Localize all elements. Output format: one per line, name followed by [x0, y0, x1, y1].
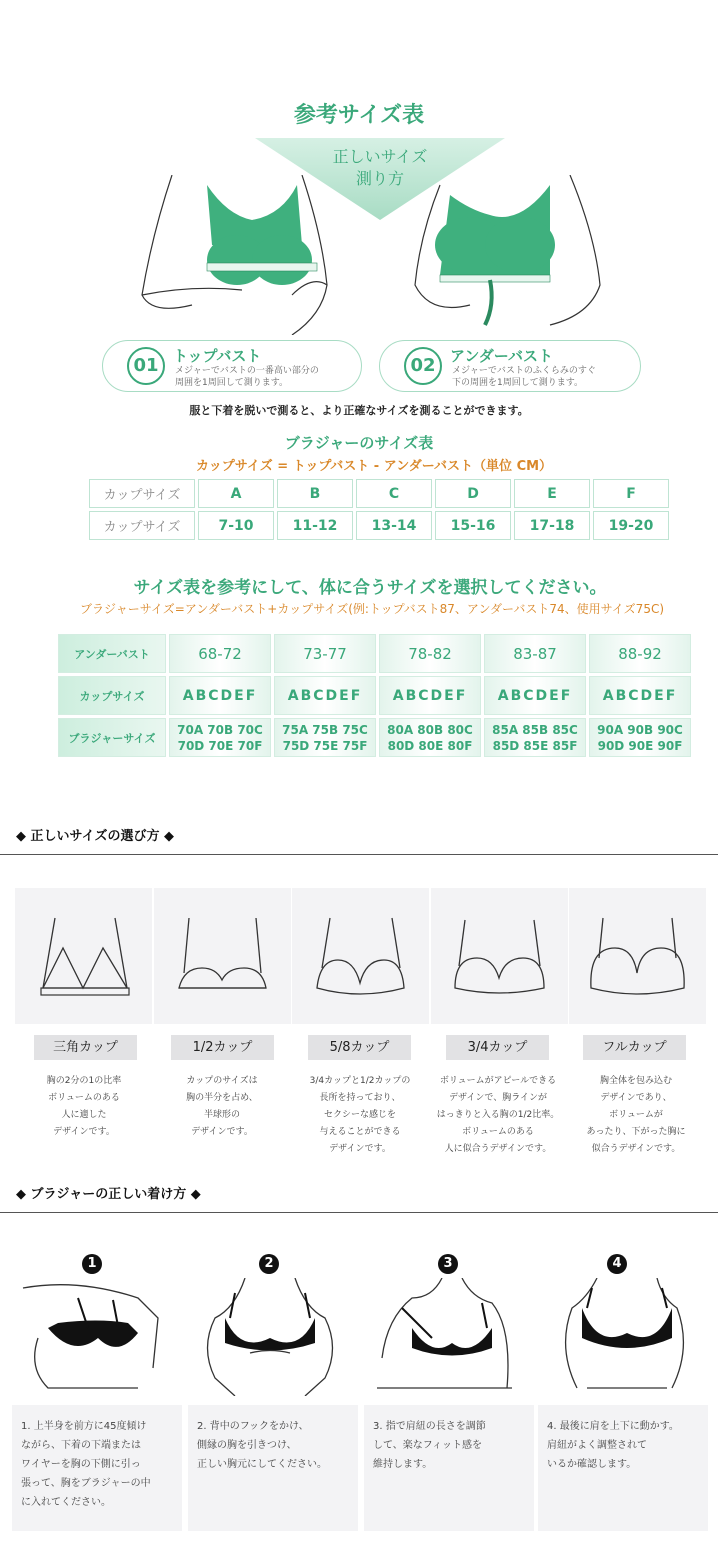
cups-cell: ABCDEF [169, 676, 271, 715]
step1-illustration [18, 1278, 168, 1396]
five-eighths-bra-icon [292, 888, 429, 1024]
triangle-cup-image [15, 888, 152, 1024]
desc-line: 人に似合うデザインです。 [444, 1144, 552, 1154]
cup-row [89, 479, 669, 508]
under-cell: 83-87 [484, 634, 586, 673]
step-line: 側縁の胸を引きつけ、 [197, 1440, 297, 1451]
under-bust-card [379, 340, 641, 392]
range-row-label: カップサイズ [89, 511, 195, 540]
full-cup-bra-icon [569, 888, 706, 1024]
step4-text [538, 1405, 708, 1531]
desc-line: デザインであり、 [600, 1093, 672, 1103]
step3-illustration [372, 1278, 522, 1396]
measure-note: 服と下着を脱いで測ると、より正確なサイズを測ることができます。 [189, 404, 529, 417]
size-table-title: サイズ表を参考にして、体に合うサイズを選択してください。 [133, 578, 607, 598]
step-line: 張って、胸をブラジャーの中 [21, 1478, 151, 1489]
step-line: いるか確認します。 [547, 1459, 637, 1470]
desc-line: デザインです。 [191, 1127, 253, 1137]
bra-line2: 80D 80E 80F [387, 738, 473, 753]
desc-line: あったり、下がった胸に [586, 1127, 686, 1137]
step4-illustration [547, 1278, 697, 1396]
top-bust-desc-line1: メジャーでバストの一番高い部分の [175, 366, 319, 376]
bra-size-table [55, 631, 694, 760]
half-cup-bra-icon [154, 888, 291, 1024]
bra-line2: 75D 75E 75F [282, 738, 368, 753]
section-divider [0, 1212, 718, 1213]
cup-cell: C [356, 479, 432, 508]
step-number-4: 4 [607, 1254, 627, 1274]
bra-line1: 80A 80B 80C [387, 722, 473, 737]
range-cell: 19-20 [593, 511, 669, 540]
desc-line: 半球形の [203, 1110, 240, 1120]
bra-cell [484, 718, 586, 757]
desc-line: セクシーな感じを [323, 1110, 396, 1120]
five-eighths-cup-image [292, 888, 429, 1024]
step-line: して、楽なフィット感を [373, 1440, 482, 1451]
desc-line: 長所を持っており、 [319, 1093, 401, 1103]
step-number-01: 01 [127, 347, 165, 385]
step-number-02: 02 [404, 347, 442, 385]
cup-type-label: 3/4カップ [446, 1035, 549, 1060]
step-line: 正しい胸元にしてください。 [197, 1459, 327, 1470]
cup-cell: D [435, 479, 511, 508]
step-line: 4. 最後に肩を上下に動かす。 [547, 1421, 679, 1432]
range-cell: 17-18 [514, 511, 590, 540]
desc-line: ボリュームのある [462, 1127, 534, 1137]
under-bust-figure [410, 175, 610, 335]
bra-cell [274, 718, 376, 757]
bra-line2: 90D 90E 90F [597, 738, 683, 753]
step-line: に入れてください。 [21, 1497, 111, 1508]
desc-line: 似合うデザインです。 [591, 1144, 681, 1154]
cup-cell: B [277, 479, 353, 508]
step-number-3: 3 [438, 1254, 458, 1274]
bra-line1: 90A 90B 90C [597, 722, 683, 737]
top-bust-card [102, 340, 362, 392]
cups-cell: ABCDEF [379, 676, 481, 715]
top-bust-figure [132, 175, 332, 335]
desc-line: 胸の2分の1の比率 [46, 1076, 122, 1086]
desc-line: ボリュームがアピールできる [439, 1076, 557, 1086]
bra-line1: 85A 85B 85C [492, 722, 578, 737]
step1-text [12, 1405, 182, 1531]
step-number-1: 1 [82, 1254, 102, 1274]
cup-type-desc [290, 1073, 430, 1158]
desc-line: 人に適した [61, 1110, 107, 1120]
desc-line: ボリュームが [609, 1110, 663, 1120]
under-bust-desc [452, 365, 642, 389]
range-cell: 13-14 [356, 511, 432, 540]
under-bust-desc-line2: 下の周囲を1周回して測ります。 [452, 378, 584, 388]
under-cell: 88-92 [589, 634, 691, 673]
cup-type-desc [14, 1073, 154, 1141]
cup-type-label: 5/8カップ [308, 1035, 411, 1060]
desc-line: はっきりと入る胸の1/2比率。 [436, 1110, 560, 1120]
cups-cell: ABCDEF [589, 676, 691, 715]
step-line: 2. 背中のフックをかけ、 [197, 1421, 309, 1432]
three-quarter-bra-icon [431, 888, 568, 1024]
under-bust-desc-line1: メジャーでバストのふくらみのすぐ [452, 366, 596, 376]
range-cell: 15-16 [435, 511, 511, 540]
cup-type-desc [428, 1073, 568, 1158]
cup-type-desc [566, 1073, 706, 1158]
section-divider [0, 854, 718, 855]
desc-line: デザインです。 [53, 1127, 115, 1137]
under-cell: 78-82 [379, 634, 481, 673]
cup-table-formula: カップサイズ = トップバスト - アンダーバスト（単位 CM） [195, 459, 553, 474]
cups-cell: ABCDEF [274, 676, 376, 715]
desc-line: デザインで、胸ラインが [449, 1093, 547, 1103]
step3-text [364, 1405, 534, 1531]
triangle-bra-icon [15, 888, 152, 1024]
desc-line: カップのサイズは [186, 1076, 258, 1086]
funnel-line2: 測り方 [355, 169, 404, 188]
desc-line: ボリュームのある [48, 1093, 120, 1103]
step2-illustration [195, 1278, 345, 1396]
three-quarter-cup-image [431, 888, 568, 1024]
cup-type-label: 三角カップ [34, 1035, 137, 1060]
section-heading-wear: ◆ ブラジャーの正しい着け方 ◆ [16, 1187, 201, 1202]
step-line: 1. 上半身を前方に45度傾け [21, 1421, 147, 1432]
under-bust-title: アンダーバスト [450, 347, 554, 365]
under-cell: 68-72 [169, 634, 271, 673]
range-row [89, 511, 669, 540]
top-bust-desc-line2: 周囲を1周回して測ります。 [175, 378, 289, 388]
bra-row-label: ブラジャーサイズ [58, 718, 166, 757]
cup-cell: E [514, 479, 590, 508]
section-heading-choose: ◆ 正しいサイズの選び方 ◆ [16, 829, 175, 844]
bra-cell [379, 718, 481, 757]
under-row-label: アンダーバスト [58, 634, 166, 673]
cup-cell: A [198, 479, 274, 508]
cup-table-title: ブラジャーのサイズ表 [284, 434, 434, 452]
cup-row-label: カップサイズ [89, 479, 195, 508]
desc-line: 胸全体を包み込む [599, 1076, 672, 1086]
range-cell: 7-10 [198, 511, 274, 540]
funnel-line1: 正しいサイズ [332, 147, 428, 166]
full-cup-image [569, 888, 706, 1024]
cups-row [58, 676, 691, 715]
step-line: ワイヤーを胸の下側に引っ [21, 1459, 141, 1470]
cup-size-table [86, 476, 672, 543]
step-line: 維持します。 [373, 1459, 433, 1470]
bra-line2: 85D 85E 85F [492, 738, 578, 753]
bra-row [58, 718, 691, 757]
step-line: ながら、下着の下端または [21, 1440, 141, 1451]
bra-line2: 70D 70E 70F [177, 738, 263, 753]
top-bust-desc [175, 365, 365, 389]
cups-row-label: カップサイズ [58, 676, 166, 715]
range-cell: 11-12 [277, 511, 353, 540]
step-line: 肩紐がよく調整されて [547, 1440, 647, 1451]
desc-line: 胸の半分を占め、 [186, 1093, 258, 1103]
top-bust-title: トップバスト [173, 347, 262, 365]
cup-cell: F [593, 479, 669, 508]
bra-cell [589, 718, 691, 757]
cup-type-desc [152, 1073, 292, 1141]
under-cell: 73-77 [274, 634, 376, 673]
page-title: 参考サイズ表 [293, 103, 425, 128]
desc-line: 与えることができる [319, 1127, 401, 1137]
step2-text [188, 1405, 358, 1531]
bra-line1: 70A 70B 70C [177, 722, 263, 737]
bra-line1: 75A 75B 75C [282, 722, 368, 737]
cup-type-label: フルカップ [583, 1035, 686, 1060]
half-cup-image [154, 888, 291, 1024]
desc-line: 3/4カップと1/2カップの [309, 1076, 411, 1086]
bra-cell [169, 718, 271, 757]
size-table-formula: ブラジャーサイズ=アンダーバスト+カップサイズ(例:トップバスト87、アンダーバスト74、使用サイズ75C) [79, 602, 665, 616]
under-row [58, 634, 691, 673]
step-line: 3. 指で肩紐の長さを調節 [373, 1421, 486, 1432]
cup-type-label: 1/2カップ [171, 1035, 274, 1060]
desc-line: デザインです。 [329, 1144, 391, 1154]
cups-cell: ABCDEF [484, 676, 586, 715]
step-number-2: 2 [259, 1254, 279, 1274]
